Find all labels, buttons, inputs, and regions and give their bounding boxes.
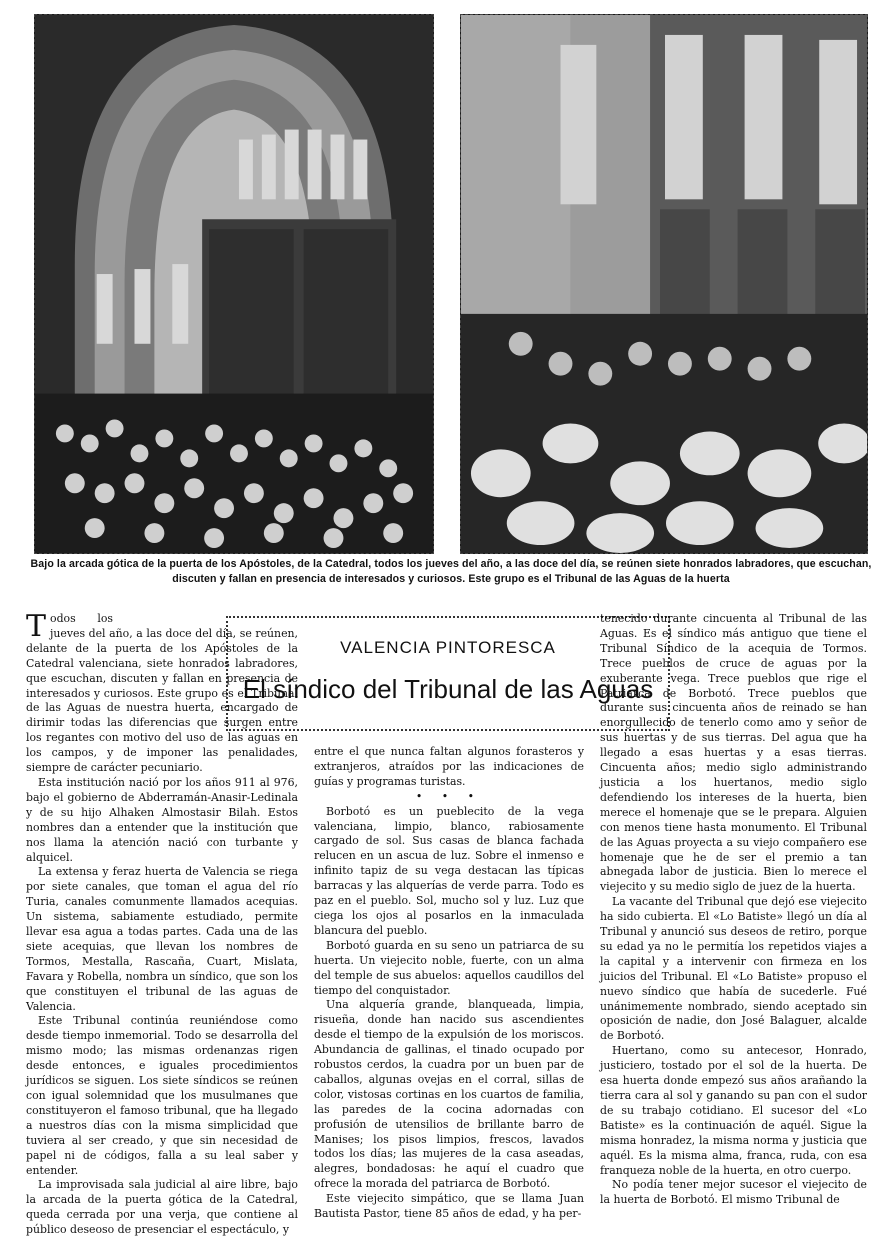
paragraph: Borbotó es un pueblecito de la vega valenciana, limpio, blanco, rabiosamente cargado de sol. Sus casas de blanca fachada relucen en un ascua de luz. Sobre el inmenso e infinito tapiz de su vega destacan las típicas barracas y las alquerías de verde parra. Todo es paz en el pueblo. Sol, mucho sol y luz. Luz que ciega los ojos al posarlos en la inmaculada blancura del pueblo. [314,804,584,937]
paragraph: Este viejecito simpático, que se llama Juan Bautista Pastor, tiene 85 años de edad, y ha per- [314,1192,584,1221]
text-column-1 [26,609,298,1238]
caption-line-1: Bajo la arcada gótica de la puerta de los Apóstoles, de la Catedral, todos los jueves del año, a las doce del día, se reúnen siete honrados labradores, que escuchan, [30,558,872,570]
paragraph: Esta institución nació por los años 911 al 976, bajo el gobierno de Abderramán-Anasir-Ledinala y de su hijo Alhaken Almostasir Bilah. Estos nombres dan a entender que la institución que nos llama la atención nació con turbante y alquicel. [26,775,298,864]
section-divider: • • • [415,789,483,803]
paragraph: Huertano, como su antecesor, Honrado, justiciero, tostado por el sol de la huerta. De esa huerta donde empezó sus años arañando la tierra cara al sol y ganando su pan con el sudor de su trabajo cotidiano. El sucesor del «Lo Batiste» es la continuación de aquél. Sigue la misma honradez, la misma norma y justicia que aquél. Es la misma alma, franca, ruda, con esa franqueza noble de la huerta, en otro cuerpo. [600,1044,867,1177]
paragraph: Borbotó guarda en su seno un patriarca de su huerta. Un viejecito noble, fuerte, con un alma del temple de sus abuelos: aquellos caudillos del tiempo del conquistador. [314,938,584,997]
paragraph: entre el que nunca faltan algunos forasteros y extranjeros, atraídos por las indicaciones de guías y programas turistas. [314,745,584,788]
paragraph: La vacante del Tribunal que dejó ese viejecito ha sido cubierta. El «Lo Batiste» llegó un día al Tribunal y anunció sus deseos de retiro, porque su edad ya no le permitía los repetidos viajes a la capital y a intervenir con firmeza en los juicios del Tribunal. El «Lo Batiste» propuso el nuevo síndico que había de sucederle. Fué unánimemente nombrado, siendo aceptado sin oposición de nadie, don José Balaguer, alcalde de Borbotó. [600,895,867,1043]
text-column-2 [314,745,584,1222]
drop-cap: T [26,609,47,644]
tribunal-session-photo [460,14,868,554]
cathedral-portal-photo [34,14,434,554]
paragraph: tenecido durante cincuenta al Tribunal de las Aguas. Es el síndico más antiguo que tiene el Tribunal Síndico de la acequia de Tormos. Trece pueblos de cruce de aguas por la exuberante vega. Trece pueblos que rige el Patriarca de Borbotó. Trece pueblos que durante sus cincuenta años de reinado se han enorgullecido de tenerlo como amo y señor de sus huertas y de sus tierras. Del agua que ha llegado a esas huertas y a esas tierras. Cincuenta años; medio siglo administrando justicia a los huertanos, medio siglo defendiendo los intereses de la huerta, bien merece el homenaje que se le prepara. Alguien con menos tiene hasta monumento. El Tribunal de las Aguas proyecta a su viejo compañero ese homenaje que he de ser el premio a tan abnegada labor de justicia. Bien lo merece el viejecito y su medio siglo de juez de la huerta. [600,612,867,894]
paragraph: La extensa y feraz huerta de Valencia se riega por siete canales, que toman el agua del río Turia, canales comunmente llamados acequias. Un sistema, sabiamente estudiado, permite llevar esa agua a todas partes. Cada una de las siete acequias, que llevan los nombres de Tormos, Mestalla, Rascaña, Cuart, Mislata, Favara y Robella, nombra un síndico, que son los que constituyen el tribunal de las aguas de Valencia. [26,865,298,1013]
paragraph: Este Tribunal continúa reuniéndose como desde tiempo inmemorial. Todo se desarrolla del mismo modo; las mismas ordenanzas rigen desde entonces, e iguales procedimientos jurídicos se siguen. Los siete síndicos se reúnen con igual solemnidad que los musulmanes que constituyeron el famoso tribunal, que ha llegado a nuestros días con la misma simplicidad que tuviera al ser creado, y que sin necesidad de papel ni de códigos, falla a su leal saber y entender. [26,1014,298,1177]
paragraph: Una alquería grande, blanqueada, limpia, risueña, donde han nacido sus ascendientes desde el tiempo de la expulsión de los moriscos. Abundancia de gallinas, el tinado ocupado por robustos cerdos, la cuadra por un buen par de caballos, algunas ovejas en el corral, sillas de color, vistosas cortinas en los cuartos de familia, las paredes de la cocina adornadas con profusión de utensilios de brillante barro de Manises; los pisos limpios, frescos, lavados todos los días; las mujeres de la casa aseadas, alegres, bondadosas: he aquí el cuadro que ofrece la morada del patriarca de Borbotó. [314,998,584,1191]
paragraph: No podía tener mejor sucesor el viejecito de la huerta de Borbotó. El mismo Tribunal de [600,1178,867,1207]
photo-caption [28,557,874,587]
section-kicker: VALENCIA PINTORESCA [340,638,556,657]
article-headline: El síndico del Tribunal de las Aguas [242,674,654,704]
paragraph-text: odos los jueves del año, a las doce del día, se reúnen, delante de la puerta de los Apóstoles de la Catedral valenciana, siete honrados labradores, que escuchan, discuten y fallan en presencia de interesados y curiosos. Este grupo es el Tribunal de las Aguas de nuestra huerta, encargado de dirimir todas las diferencias que surgen entre los regantes con motivo del uso de las aguas en los campos, y de imponer las penalidades, siempre de carácter pecuniario. [26,612,298,775]
paragraph [26,609,298,776]
caption-line-2: discuten y fallan en presencia de interesados y curiosos. Este grupo es el Tribunal de las Aguas de la huerta [172,573,730,585]
paragraph: La improvisada sala judicial al aire libre, bajo la arcada de la puerta gótica de la Catedral, queda cerrada por una verja, que contiene al público deseoso de presenciar el espectáculo, y [26,1178,298,1237]
text-column-3 [600,612,867,1208]
